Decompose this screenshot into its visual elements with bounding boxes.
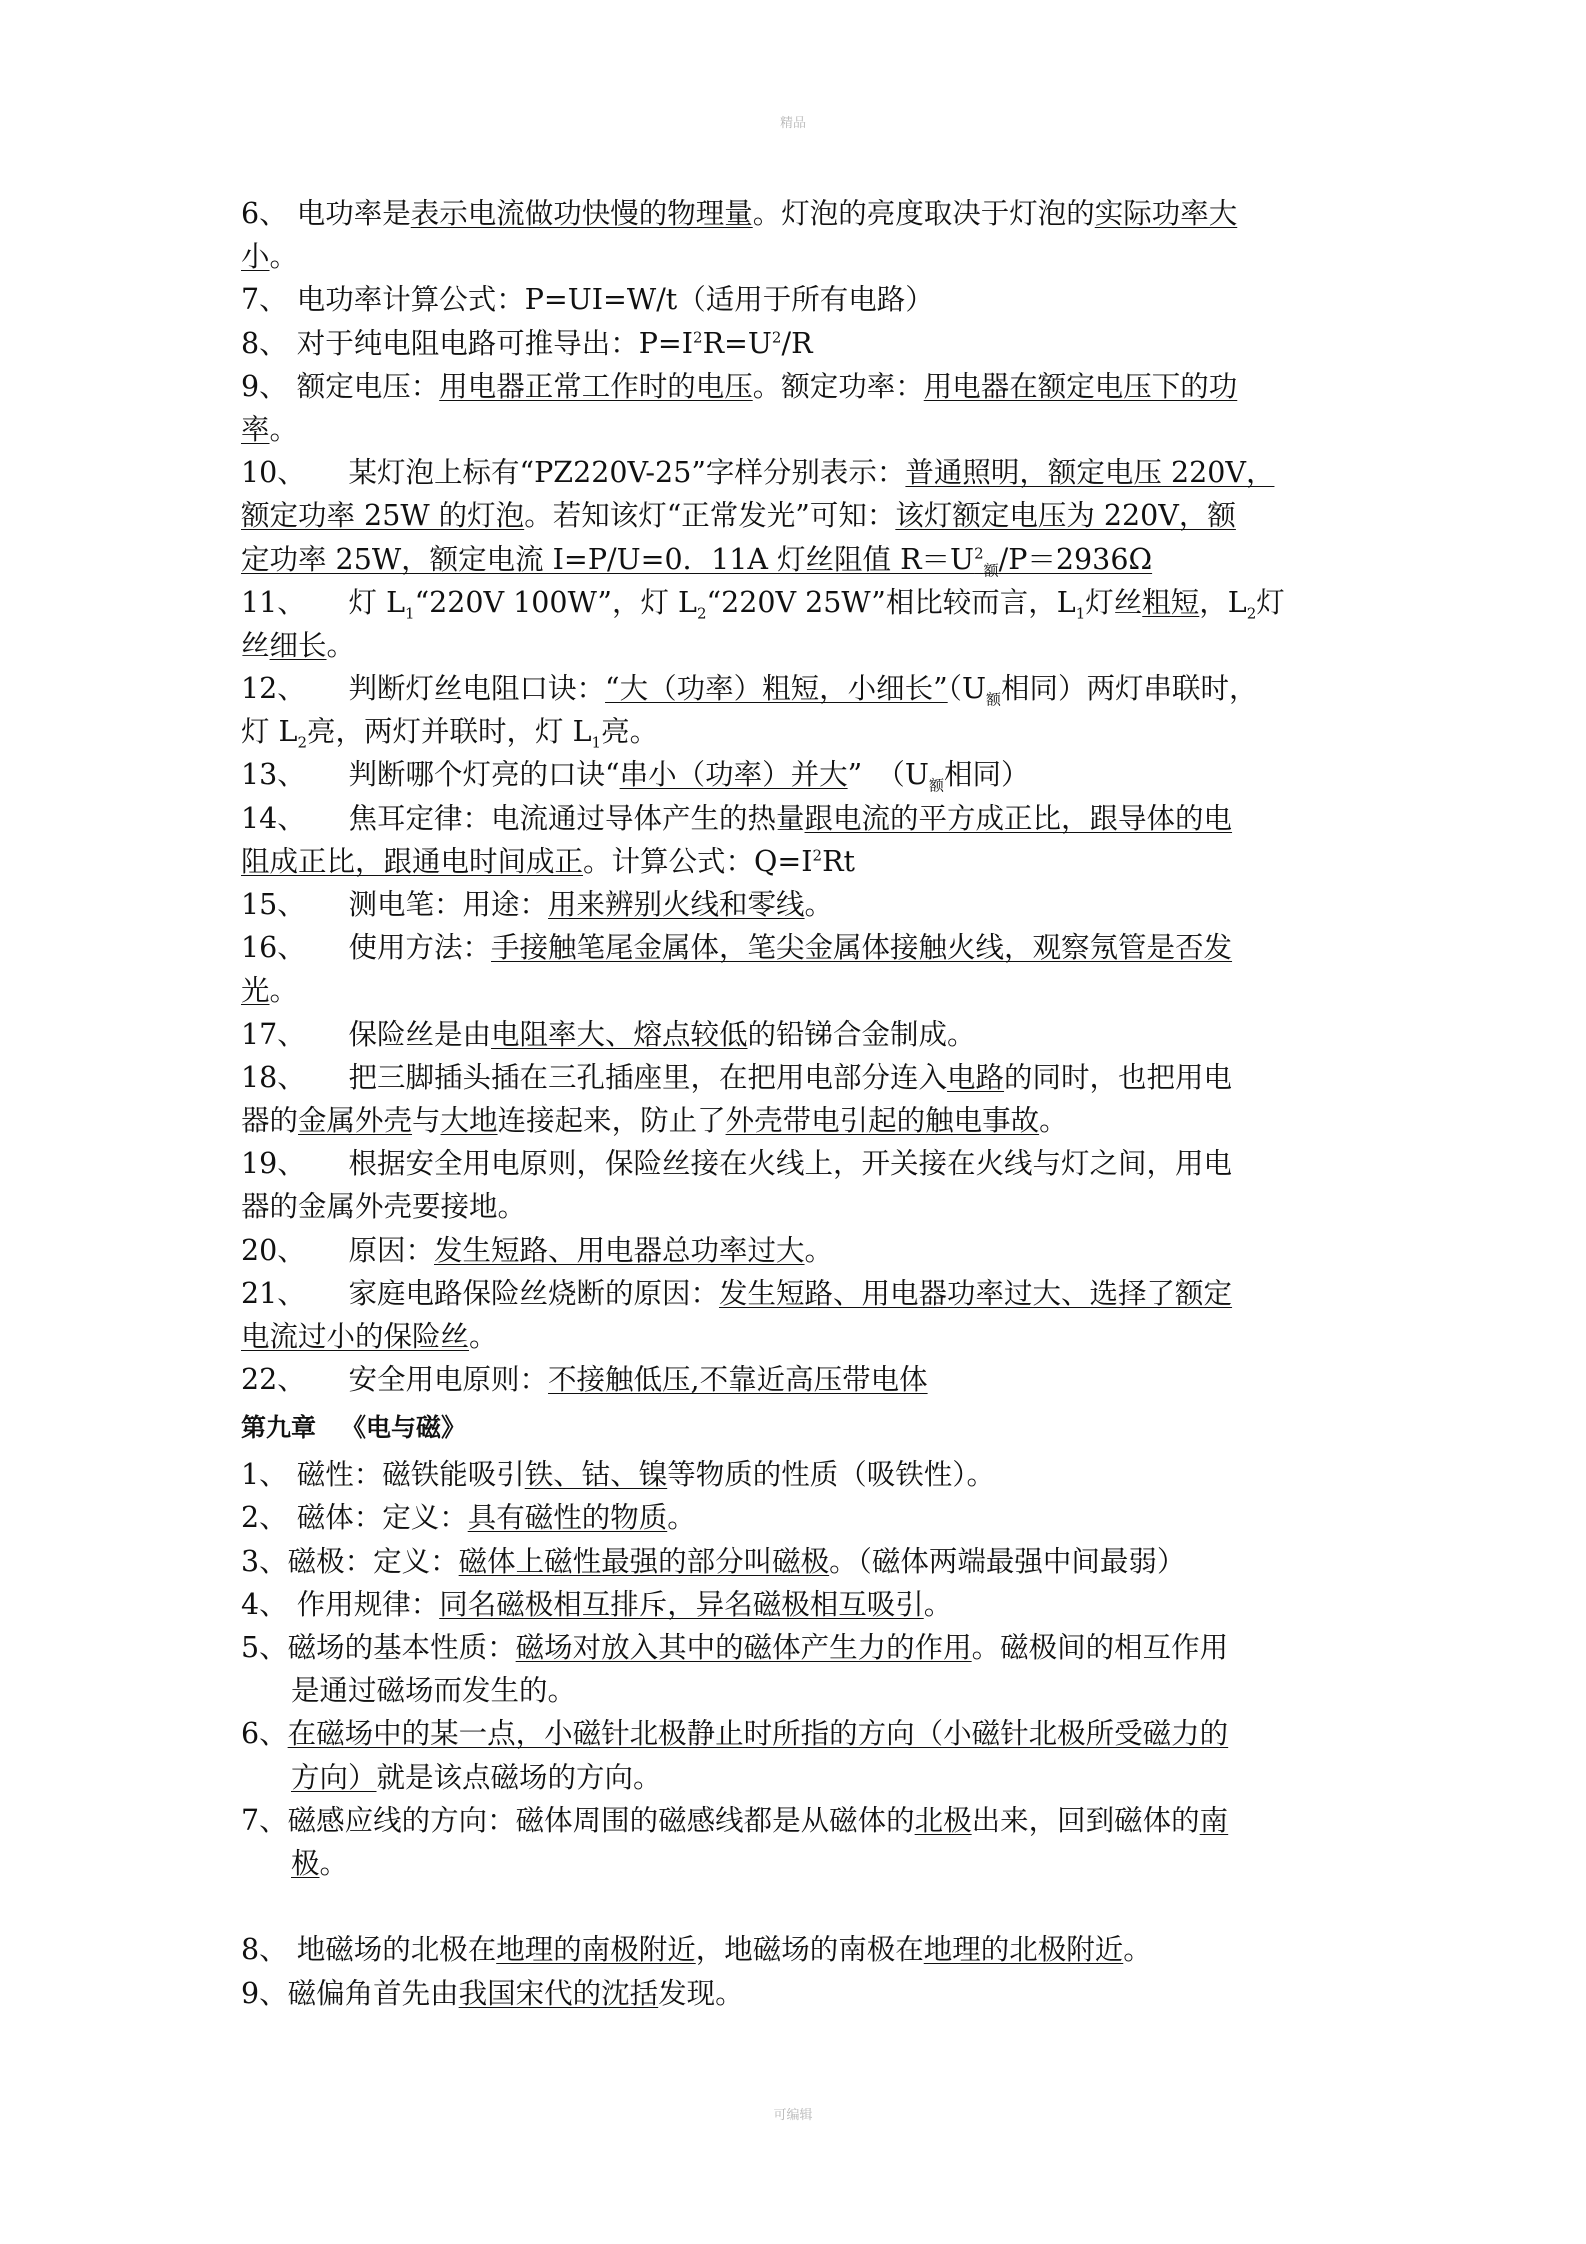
text-segment: 是通过磁场而发生的。	[291, 1674, 577, 1708]
text-line	[241, 1315, 1361, 1358]
underlined-answer: 额定功率 25W 的灯泡	[241, 499, 525, 533]
text-segment: 8、 对于纯电阻电路可推导出：P=I	[241, 326, 694, 360]
text-segment: 2	[693, 328, 703, 347]
text-line	[241, 1358, 1361, 1401]
underlined-answer: 地理的南极附近	[496, 1933, 696, 1967]
text-segment: 额	[928, 777, 944, 796]
text-line	[241, 1453, 1361, 1496]
text-segment: 3、磁极：定义：	[241, 1544, 459, 1578]
underlined-answer: 电路	[947, 1060, 1005, 1094]
footer-watermark: 可编辑	[773, 2108, 813, 2123]
text-segment: 。	[1123, 1933, 1152, 1967]
underlined-answer: 在磁场中的某一点，小磁针北极静止时所指的方向（小磁针北极所受磁力的	[287, 1717, 1229, 1751]
underlined-answer: 我国宋代的沈括	[458, 1976, 659, 2010]
text-segment: 13、 判断哪个灯亮的口诀“	[241, 758, 620, 792]
text-segment: 2、 磁体：定义：	[241, 1501, 468, 1535]
underlined-answer: 不接触低压,不靠近高压带电体	[548, 1363, 928, 1397]
text-segment: 出来，回到磁体的	[971, 1803, 1200, 1837]
document-body	[241, 192, 1361, 2015]
underlined-answer: 铁、钴、镍	[524, 1458, 668, 1492]
text-line	[241, 1013, 1361, 1056]
text-segment: 。	[269, 974, 299, 1008]
text-line	[241, 710, 1361, 753]
underlined-answer: 该灯额定电压为 220V，额	[895, 499, 1236, 533]
text-segment: 丝	[241, 628, 270, 662]
underlined-answer: 串小（功率）并大	[619, 758, 848, 792]
text-line	[241, 1272, 1361, 1315]
text-line	[241, 581, 1361, 624]
text-segment: “220V 25W”相比较而言，L	[706, 585, 1076, 619]
text-segment: Rt	[822, 844, 855, 878]
text-segment: 18、 把三脚插头插在三孔插座里，在把用电部分连入	[241, 1060, 948, 1094]
underlined-answer: 定功率 25W，额定电流 I=P/U=0．11A 灯丝阻值 R＝U	[241, 542, 975, 576]
text-line	[241, 1928, 1361, 1971]
text-segment: 器的	[241, 1103, 299, 1137]
underlined-answer: 光	[241, 974, 270, 1008]
text-segment: 15、 测电笔：用途：	[241, 888, 549, 921]
underlined-answer: 金属外壳	[298, 1103, 413, 1137]
text-segment: 10、 某灯泡上标有“PZ220V-25”字样分别表示：	[241, 456, 906, 490]
underlined-answer: 外壳带电引起的触电事故	[725, 1103, 1040, 1137]
underlined-answer: 2	[974, 544, 984, 562]
text-line	[241, 1496, 1361, 1539]
text-line	[241, 883, 1361, 926]
underlined-answer: 磁体上磁性最强的部分叫磁极	[458, 1544, 830, 1578]
text-segment: 。	[804, 888, 834, 921]
chapter-number: 第九章	[241, 1413, 317, 1443]
text-line	[241, 322, 1361, 365]
text-line	[241, 1626, 1361, 1669]
magnetism-notes	[241, 1453, 1361, 2014]
text-segment: ” （U	[847, 758, 929, 792]
text-line	[241, 1583, 1361, 1626]
underlined-answer: 小	[241, 240, 270, 274]
text-segment: 5、磁场的基本性质：	[241, 1631, 516, 1664]
text-line	[241, 1669, 1361, 1712]
text-segment: /R	[781, 326, 813, 360]
text-segment: 。	[667, 1501, 696, 1535]
text-line	[241, 494, 1361, 537]
text-segment: 9、磁偏角首先由	[241, 1976, 459, 2010]
underlined-answer: 额	[983, 561, 999, 580]
text-segment: ，L	[1199, 585, 1247, 619]
text-segment: “220V 100W”，灯 L	[414, 585, 697, 619]
text-line	[241, 1842, 1361, 1885]
text-segment: 9、 额定电压：	[241, 369, 440, 403]
underlined-answer: 用电器在额定电压下的功	[923, 369, 1238, 403]
text-segment: 。若知该灯“正常发光”可知：	[524, 499, 896, 533]
text-segment: 。（磁体两端最强中间最弱）	[829, 1544, 1186, 1578]
underlined-answer: 大地	[440, 1103, 498, 1137]
text-segment: 4、 作用规律：	[241, 1587, 440, 1621]
underlined-answer: 发生短路、用电器总功率过大	[434, 1233, 805, 1267]
underlined-answer: 粗短	[1142, 585, 1200, 619]
text-segment: ，地磁场的南极在	[695, 1933, 924, 1967]
text-segment: 1	[405, 604, 415, 623]
text-segment: 等物质的性质（吸铁性）。	[667, 1458, 995, 1492]
underlined-answer: “大（功率）粗短，小细长”	[605, 672, 948, 706]
underlined-answer: 方向）	[291, 1760, 377, 1794]
text-line	[241, 1799, 1361, 1842]
text-segment: 12、 判断灯丝电阻口诀：	[241, 672, 606, 706]
underlined-answer: 电流过小的保险丝	[241, 1319, 470, 1353]
underlined-answer: 跟电流的平方成正比，跟导体的电	[804, 801, 1233, 835]
chapter-heading	[241, 1403, 1361, 1453]
text-segment: 与	[412, 1103, 441, 1137]
text-line	[241, 235, 1361, 278]
blank-line	[241, 1885, 1361, 1928]
text-line	[241, 1099, 1361, 1142]
underlined-answer: 北极	[914, 1803, 972, 1837]
text-segment: 8、 地磁场的北极在	[241, 1933, 497, 1967]
underlined-answer: 南	[1199, 1803, 1229, 1837]
text-line	[241, 624, 1361, 667]
text-segment: 相同）	[943, 758, 1030, 792]
text-line	[241, 1185, 1361, 1228]
text-segment: 6、	[241, 1717, 288, 1751]
text-segment: 。	[469, 1319, 498, 1353]
text-segment: 。	[319, 1846, 349, 1880]
text-segment: 的同时，也把用电	[1004, 1060, 1233, 1094]
underlined-answer: 用电器正常工作时的电压	[439, 369, 753, 403]
text-segment: 7、磁感应线的方向：磁体周围的磁感线都是从磁体的	[241, 1803, 915, 1837]
text-line	[241, 797, 1361, 840]
text-segment: 19、 根据安全用电原则，保险丝接在火线上，开关接在火线与灯之间，用电	[241, 1147, 1233, 1181]
text-segment: 。磁极间的相互作用	[971, 1631, 1229, 1664]
text-line	[241, 926, 1361, 969]
underlined-answer: 实际功率大	[1094, 197, 1238, 230]
text-segment: 14、 焦耳定律：电流通过导体产生的热量	[241, 801, 805, 835]
text-segment: 2	[1246, 604, 1257, 623]
text-line	[241, 667, 1361, 710]
text-segment: 。	[923, 1587, 953, 1621]
text-line	[241, 1712, 1361, 1755]
underlined-answer: 手接触笔尾金属体，笔尖金属体接触火线，观察氖管是否发	[491, 931, 1233, 965]
text-line	[241, 1056, 1361, 1099]
text-line	[241, 278, 1361, 321]
text-line	[241, 365, 1361, 408]
text-line	[241, 1142, 1361, 1185]
underlined-answer: 极	[291, 1846, 320, 1880]
chapter-title: 《电与磁》	[341, 1413, 467, 1443]
text-segment: 2	[696, 604, 707, 623]
text-segment: 器的金属外壳要接地。	[241, 1190, 527, 1224]
text-segment: 。	[269, 240, 299, 274]
text-segment: 21、 家庭电路保险丝烧断的原因：	[241, 1276, 720, 1310]
text-segment: 17、 保险丝是由	[241, 1017, 492, 1051]
text-line	[241, 1972, 1361, 2015]
text-segment: 。	[326, 628, 356, 662]
underlined-answer: 地理的北极附近	[923, 1933, 1124, 1967]
underlined-answer: 同名磁极相互排斥，异名磁极相互吸引	[439, 1587, 924, 1621]
text-segment: 灯丝	[1085, 585, 1143, 619]
underlined-answer: 普通照明，额定电压 220V，	[905, 456, 1275, 490]
text-segment: 16、 使用方法：	[241, 931, 492, 965]
text-segment: 6、 电功率是	[241, 197, 411, 230]
text-line	[241, 753, 1361, 796]
text-segment: 亮。	[601, 715, 659, 749]
underlined-answer: 细长	[269, 628, 327, 662]
text-segment: 1	[1075, 604, 1086, 623]
text-segment: 11、 灯 L	[241, 585, 406, 619]
text-segment: 。计算公式：Q=I	[583, 844, 813, 878]
text-segment: 相同）两灯串联时，	[1000, 672, 1258, 706]
text-segment: 额	[985, 690, 1001, 709]
text-segment: 。	[804, 1233, 834, 1267]
text-line	[241, 192, 1361, 235]
text-segment: 就是该点磁场的方向。	[376, 1760, 662, 1794]
header-watermark: 精品	[779, 116, 806, 131]
underlined-answer: 磁场对放入其中的磁体产生力的作用	[515, 1631, 972, 1664]
text-segment: 1、 磁性：磁铁能吸引	[241, 1458, 525, 1492]
text-line	[241, 538, 1361, 581]
text-line	[241, 451, 1361, 494]
electric-power-notes	[241, 192, 1361, 1401]
underlined-answer: 表示电流做功快慢的物理量	[410, 197, 753, 230]
text-segment: 7、 电功率计算公式：P=UI=W/t（适用于所有电路）	[241, 283, 934, 317]
text-segment: 的铅锑合金制成。	[747, 1017, 976, 1051]
text-segment: 连接起来，防止了	[497, 1103, 726, 1137]
text-segment: 。灯泡的亮度取决于灯泡的	[752, 197, 1095, 230]
text-line	[241, 1229, 1361, 1272]
underlined-answer: 率	[241, 412, 270, 446]
underlined-answer: 具有磁性的物质	[467, 1501, 668, 1535]
text-segment: 。额定功率：	[752, 369, 924, 403]
text-line	[241, 408, 1361, 451]
text-segment: 2	[297, 733, 308, 752]
text-segment: 1	[591, 733, 602, 752]
underlined-answer: 阻成正比，跟通电时间成正	[241, 844, 584, 878]
text-line	[241, 969, 1361, 1012]
text-segment: （U	[947, 672, 986, 706]
text-segment: 灯 L	[241, 715, 298, 749]
text-segment: 灯	[1256, 585, 1285, 619]
text-segment: 。	[269, 412, 299, 446]
text-line	[241, 840, 1361, 883]
text-segment: 发现。	[658, 1976, 744, 2010]
underlined-answer: 电阻率大、熔点较低	[491, 1017, 748, 1051]
underlined-answer: /P＝2936Ω	[998, 542, 1153, 576]
text-segment: R=U	[702, 326, 772, 360]
text-line	[241, 1540, 1361, 1583]
text-segment: 亮，两灯并联时，灯 L	[307, 715, 592, 749]
text-segment: 2	[812, 846, 823, 865]
text-segment: 20、 原因：	[241, 1233, 435, 1267]
underlined-answer: 用来辨别火线和零线	[548, 888, 805, 921]
text-segment: 2	[771, 328, 782, 347]
underlined-answer: 发生短路、用电器功率过大、选择了额定	[719, 1276, 1233, 1310]
text-line	[241, 1756, 1361, 1799]
text-segment: 。	[1039, 1103, 1068, 1137]
text-segment: 22、 安全用电原则：	[241, 1363, 549, 1397]
